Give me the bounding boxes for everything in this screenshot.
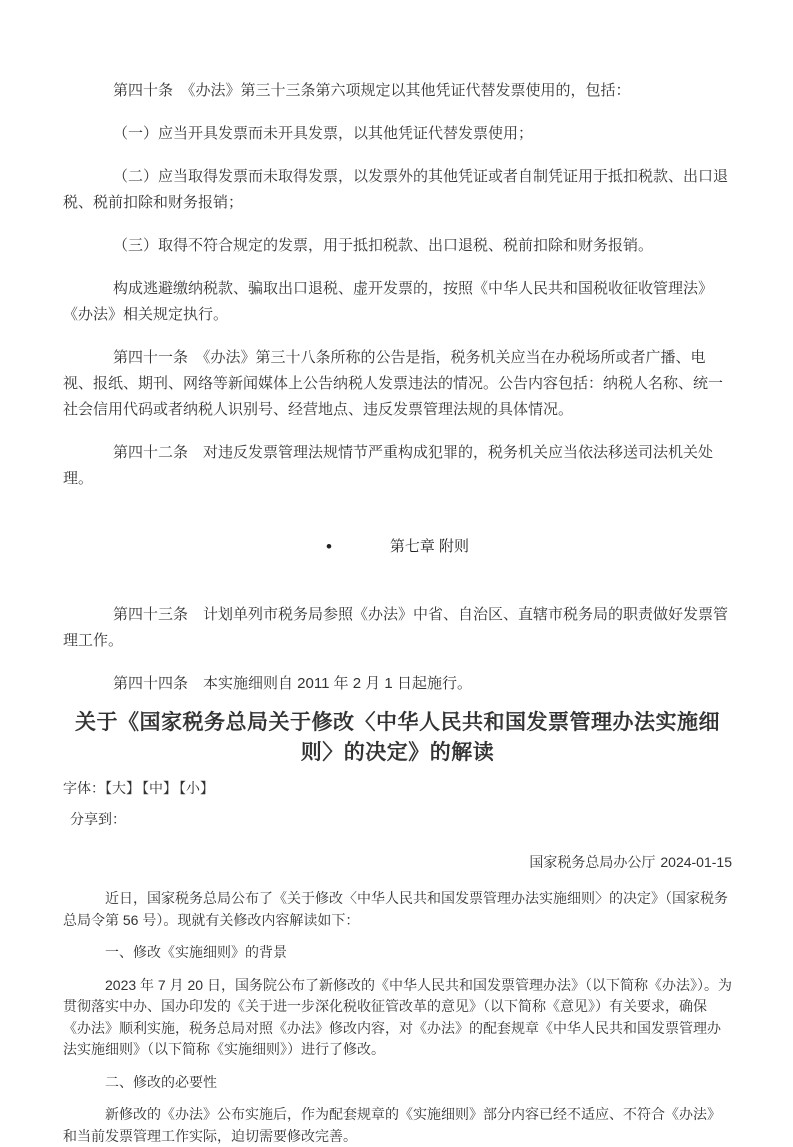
regulation-paragraph-article-40: 第四十条 《办法》第三十三条第六项规定以其他凭证代替发票使用的，包括： [113, 82, 631, 99]
font-size-label: 字体： [63, 780, 105, 796]
article-paragraph-intro: 近日，国家税务总局公布了《关于修改〈中华人民共和国发票管理办法实施细则〉的决定》（国家税务总局令第 56 号）。现就有关修改内容解读如下： [63, 890, 728, 928]
regulation-section [63, 78, 732, 697]
regulation-paragraph-enforcement: 构成逃避缴纳税款、骗取出口退税、虚开发票的，按照《中华人民共和国税收征收管理法》《办法》相关规定执行。 [63, 280, 714, 323]
article-source: 国家税务总局办公厅 [529, 854, 656, 870]
article-subheading-background: 一、修改《实施细则》的背景 [105, 944, 287, 960]
regulation-paragraph-article-44: 第四十四条 本实施细则自 2011 年 2 月 1 日起施行。 [113, 675, 472, 692]
regulation-paragraph-item-2: （二）应当取得发票而未取得发票，以发票外的其他凭证或者自制凭证用于抵扣税款、出口退税、税前扣除和财务报销； [63, 168, 729, 211]
font-size-toolbar [63, 777, 732, 799]
article-date: 2024-01-15 [660, 854, 732, 870]
regulation-paragraph-item-1: （一）应当开具发票而未开具发票，以其他凭证代替发票使用； [113, 125, 534, 142]
article-byline [63, 851, 732, 873]
share-button[interactable]: 分享到： [70, 811, 126, 827]
chapter-heading-line [63, 534, 732, 560]
list-bullet-icon: • [325, 537, 332, 556]
article-subheading-necessity: 二、修改的必要性 [105, 1073, 217, 1090]
font-size-small-button[interactable]: 【小】 [179, 780, 214, 796]
chapter-heading: 第七章 附则 [389, 538, 470, 555]
regulation-paragraph-item-3: （三）取得不符合规定的发票，用于抵扣税款、出口退税、税前扣除和财务报销。 [113, 237, 654, 254]
font-size-medium-button[interactable]: 【中】 [142, 780, 177, 796]
regulation-paragraph-article-42: 第四十二条 对违反发票管理法规情节严重构成犯罪的，税务机关应当依法移送司法机关处理。 [63, 444, 714, 487]
share-row [63, 808, 732, 830]
article-body [63, 888, 732, 1147]
regulation-paragraph-article-43: 第四十三条 计划单列市税务局参照《办法》中省、自治区、直辖市税务局的职责做好发票管理工作。 [63, 606, 729, 649]
article-paragraph-background: 2023 年 7 月 20 日，国务院公布了新修改的《中华人民共和国发票管理办法》（以下简称《办法》）。为贯彻落实中办、国办印发的《关于进一步深化税收征管改革的意见》（以下简称《意见》）有关要求，确保《办法》顺利实施，税务总局对照《办法》修改内容，对《办法》的配套规章《中华人民共和国发票管理办法实施细则》（以下简称《实施细则》）进行了修改。 [63, 976, 732, 1057]
article-title: 关于《国家税务总局关于修改〈中华人民共和国发票管理办法实施细则〉的决定》的解读 [75, 711, 720, 764]
regulation-paragraph-article-41: 第四十一条 《办法》第三十八条所称的公告是指，税务机关应当在办税场所或者广播、电视、报纸、期刊、网络等新闻媒体上公告纳税人发票违法的情况。公告内容包括：纳税人名称、统一社会信用代码或者纳税人识别号、经营地点、违反发票管理法规的具体情况。 [63, 349, 724, 418]
article-paragraph-necessity: 新修改的《办法》公布实施后，作为配套规章的《实施细则》部分内容已经不适应、不符合《办法》和当前发票管理工作实际，迫切需要修改完善。 [63, 1106, 721, 1144]
font-size-large-button[interactable]: 【大】 [105, 780, 140, 796]
